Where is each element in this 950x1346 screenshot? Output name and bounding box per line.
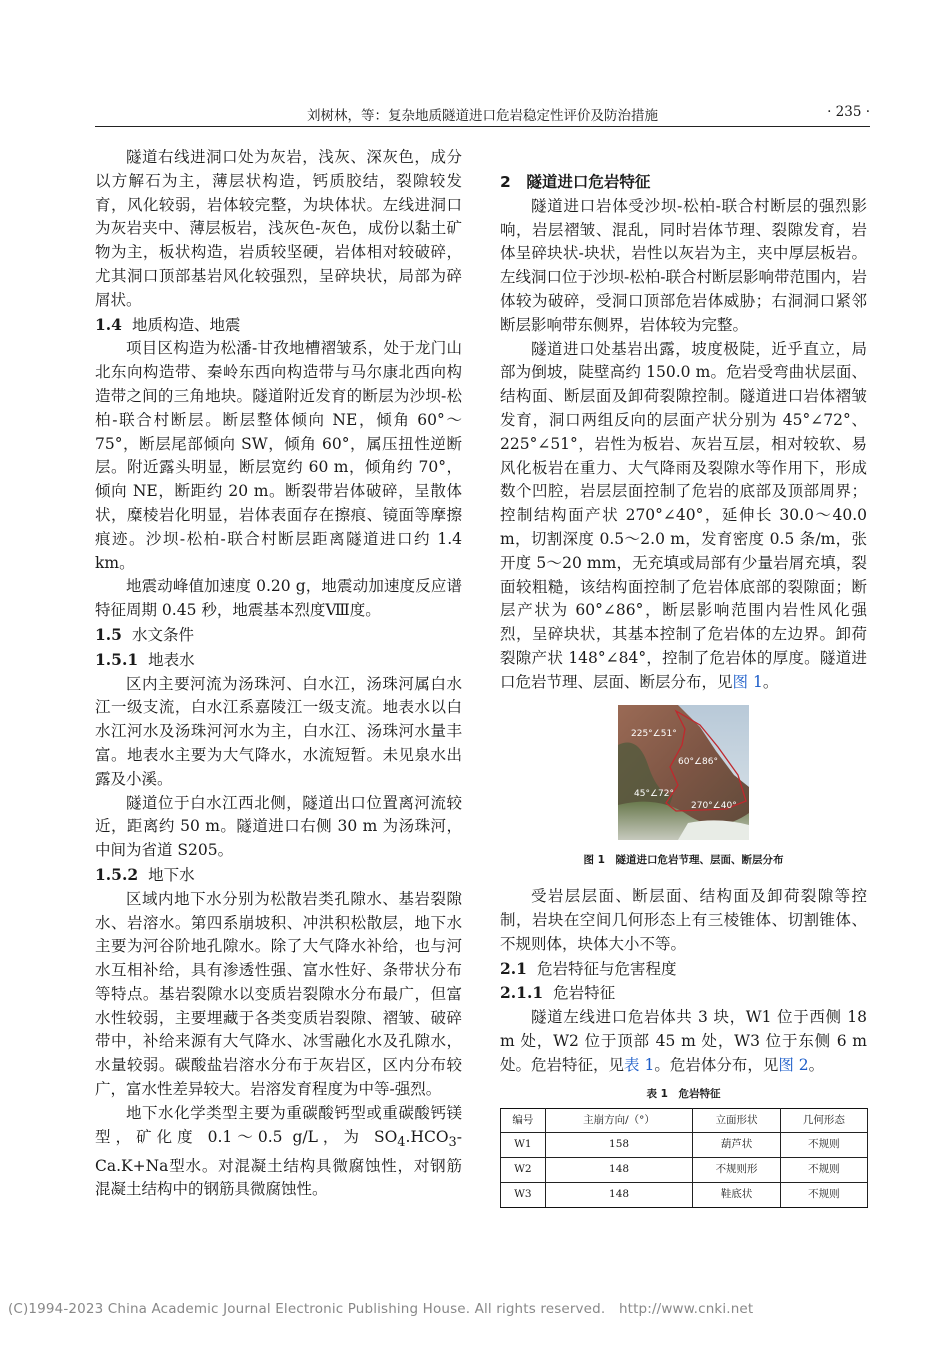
table-cell: 不规则 [780, 1133, 867, 1158]
paragraph-structure: 项目区构造为松潘-甘孜地槽褶皱系，处于龙门山北东向构造带、秦岭东西向构造带与马尔康北西向构造带之间的三角地块。隧道附近发育的断层为沙坝-松柏-联合村断层。断层整体倾向 NE，倾角 60°～75°，断层尾部倾向 SW，倾角 60°，属压扭性逆断层。附近露头明显，断层宽约 60 m，倾角约 70°，倾向 NE，断距约 20 m。断裂带岩体破碎，呈散体状，糜棱岩化明显，岩体表面存在擦痕、镜面等摩擦痕迹。沙坝-松柏-联合村断层距离隧道进口约 1.4 km。 [95, 339, 462, 572]
figure-1 [500, 705, 867, 874]
paragraph-seismic: 地震动峰值加速度 0.20 g，地震动加速度反应谱特征周期 0.45 秒，地震基本烈度Ⅷ度。 [95, 577, 462, 620]
section-1-5-1-heading: 1.5.1 地表水 [95, 649, 195, 669]
section-2-heading: 2 隧道进口危岩特征 [500, 172, 651, 191]
page-number: · 235 · [827, 104, 870, 120]
table-header-cell: 立面形状 [693, 1108, 780, 1133]
section-1-5-2-heading: 1.5.2 地下水 [95, 864, 195, 884]
table-header-cell: 主崩方向/（°） [545, 1108, 693, 1133]
table-cell: 不规则 [780, 1158, 867, 1183]
table-cell: W1 [501, 1133, 546, 1158]
label-60-86: 60°∠86° [678, 756, 718, 767]
paragraph-surface-water: 区内主要河流为汤珠河、白水江，汤珠河属白水江一级支流，白水江系嘉陵江一级支流。地表水以白水江河水及汤珠河河水为主，白水江、汤珠河水量丰富。地表水主要为大气降水，水流短暂。未见泉水出露及小溪。 [95, 674, 462, 788]
table-row [501, 1182, 868, 1207]
table-header-cell: 几何形态 [780, 1108, 867, 1133]
table-1 [500, 1108, 868, 1208]
figure-1-caption: 图 1 隧道进口危岩节理、层面、断层分布 [583, 854, 784, 867]
paragraph-lithology: 隧道右线进洞口处为灰岩，浅灰、深灰色，成分以方解石为主，薄层状构造，钙质胶结，裂隙较发育，风化较弱，岩体较完整，为块体状。左线进洞口为灰岩夹中、薄层板岩，浅灰色-灰色，成份以黏土矿物为主，板状构造，岩质较坚硬，岩体相对较破碎，尤其洞口顶部基岩风化较强烈，呈碎块状，局部为碎屑状。 [95, 148, 462, 309]
paragraph-dangerous-rock-control: 隧道进口处基岩出露，坡度极陡，近乎直立，局部为倒坡，陡壁高约 150.0 m。危岩受弯曲状层面、结构面、断层面及卸荷裂隙控制。隧道进口岩体褶皱发育，洞口两组反向的层面产状分别为 45°∠72°、225°∠51°，岩性为板岩、灰岩互层，相对较软、易风化板岩在重力、大气降雨及裂隙水等作用下，形成数个凹腔，岩层层面控制了危岩的底部及顶部周界；控制结构面产状 270°∠40°，延伸长 30.0～40.0 m，切割深度 0.5～2.0 m，发育密度 0.5 条/m，张开度 5～20 mm，无充填或局部有少量岩屑充填，裂面较粗糙，该结构面控制了危岩体底部的裂隙面；断层产状为 60°∠86°，断层影响范围内岩性风化强烈，呈碎块状，其基本控制了危岩体的左边界。卸荷裂隙产状 148°∠84°，控制了危岩体的厚度。隧道进口危岩节理、层面、断层分布，见图 1。 [500, 339, 867, 691]
running-header [95, 104, 870, 127]
table-cell: 不规则形 [693, 1158, 780, 1183]
table-cell: 148 [545, 1158, 693, 1183]
table-cell: 148 [545, 1182, 693, 1207]
label-270-40: 270°∠40° [691, 800, 737, 811]
label-45-72: 45°∠72° [634, 788, 674, 799]
table-header-row [501, 1108, 868, 1133]
paragraph-groundwater: 区域内地下水分别为松散岩类孔隙水、基岩裂隙水、岩溶水。第四系崩坡积、冲洪积松散层，地下水主要为河谷阶地孔隙水。除了大气降水补给，也与河水互相补给，具有渗透性强、富水性好、条带状分布等特点。基岩裂隙水以变质岩裂隙水分布最广，但富水性较弱，主要埋藏于各类变质岩裂隙、褶皱、破碎带中，补给来源有大气降水、冰雪融化水及孔隙水，水量较弱。碳酸盐岩溶水分布于灰岩区，区内分布较广，富水性差异较大。岩溶发育程度为中等-强烈。 [95, 889, 462, 1099]
label-225-51: 225°∠51° [631, 728, 677, 739]
section-1-5-heading: 1.5 水文条件 [95, 624, 194, 644]
section-1-4-heading: 1.4 地质构造、地震 [95, 314, 241, 334]
right-column [500, 146, 867, 1208]
table-cell: W2 [501, 1158, 546, 1183]
paragraph-river-distance: 隧道位于白水江西北侧，隧道出口位置离河流较近，距离约 50 m。隧道进口右侧 30 m 为汤珠河，中间为省道 S205。 [95, 793, 462, 860]
paragraph-dangerous-rock-count: 隧道左线进口危岩体共 3 块，W1 位于西侧 18 m 处，W2 位于顶部 45 m 处，W3 位于东侧 6 m 处。危岩特征，见表 1。危岩体分布，见图 2。 [500, 1008, 867, 1074]
table-1-caption: 表 1 危岩特征 [646, 1087, 721, 1100]
table-row [501, 1158, 868, 1183]
slope-photo [618, 705, 749, 840]
paragraph-block-shape: 受岩层层面、断层面、结构面及卸荷裂隙等控制，岩块在空间几何形态上有三棱锥体、切割锥体、不规则体，块体大小不等。 [500, 887, 867, 953]
figure-1-link[interactable]: 图 1 [732, 672, 763, 691]
table-cell: 葫芦状 [693, 1133, 780, 1158]
table-1-link[interactable]: 表 1 [624, 1055, 655, 1074]
copyright-footer: (C)1994-2023 China Academic Journal Electronic Publishing House. All rights reserved. http://www.cnki.net [8, 1301, 754, 1317]
table-header-cell: 编号 [501, 1108, 546, 1133]
section-2-1-1-heading: 2.1.1 危岩特征 [500, 983, 616, 1003]
section-2-1-heading: 2.1 危岩特征与危害程度 [500, 958, 677, 978]
table-cell: W3 [501, 1182, 546, 1207]
paragraph-rock-mass: 隧道进口岩体受沙坝-松柏-联合村断层的强烈影响，岩层褶皱、混乱，同时岩体节理、裂隙发育，岩体呈碎块状-块状，岩性以灰岩为主，夹中厚层板岩。左线洞口位于沙坝-松柏-联合村断层影响带范围内，岩体较为破碎，受洞口顶部危岩体威胁；右洞洞口紧邻断层影响带东侧界，岩体较为完整。 [500, 196, 867, 334]
left-column [95, 146, 462, 1202]
figure-2-link[interactable]: 图 2 [778, 1055, 809, 1074]
table-cell: 不规则 [780, 1182, 867, 1207]
table-cell: 鞋底状 [693, 1182, 780, 1207]
table-row [501, 1133, 868, 1158]
paragraph-water-chemistry: 地下水化学类型主要为重碳酸钙型或重碳酸钙镁型，矿化度 0.1～0.5 g/L，为 $SO_4.HCO_3-Ca.K+Na$型水。对混凝土结构具微腐蚀性，对钢筋混凝土结构中的钢筋具微腐蚀性。 [95, 1103, 462, 1199]
running-title: 刘树林，等：复杂地质隧道进口危岩稳定性评价及防治措施 [307, 108, 658, 124]
table-cell: 158 [545, 1133, 693, 1158]
